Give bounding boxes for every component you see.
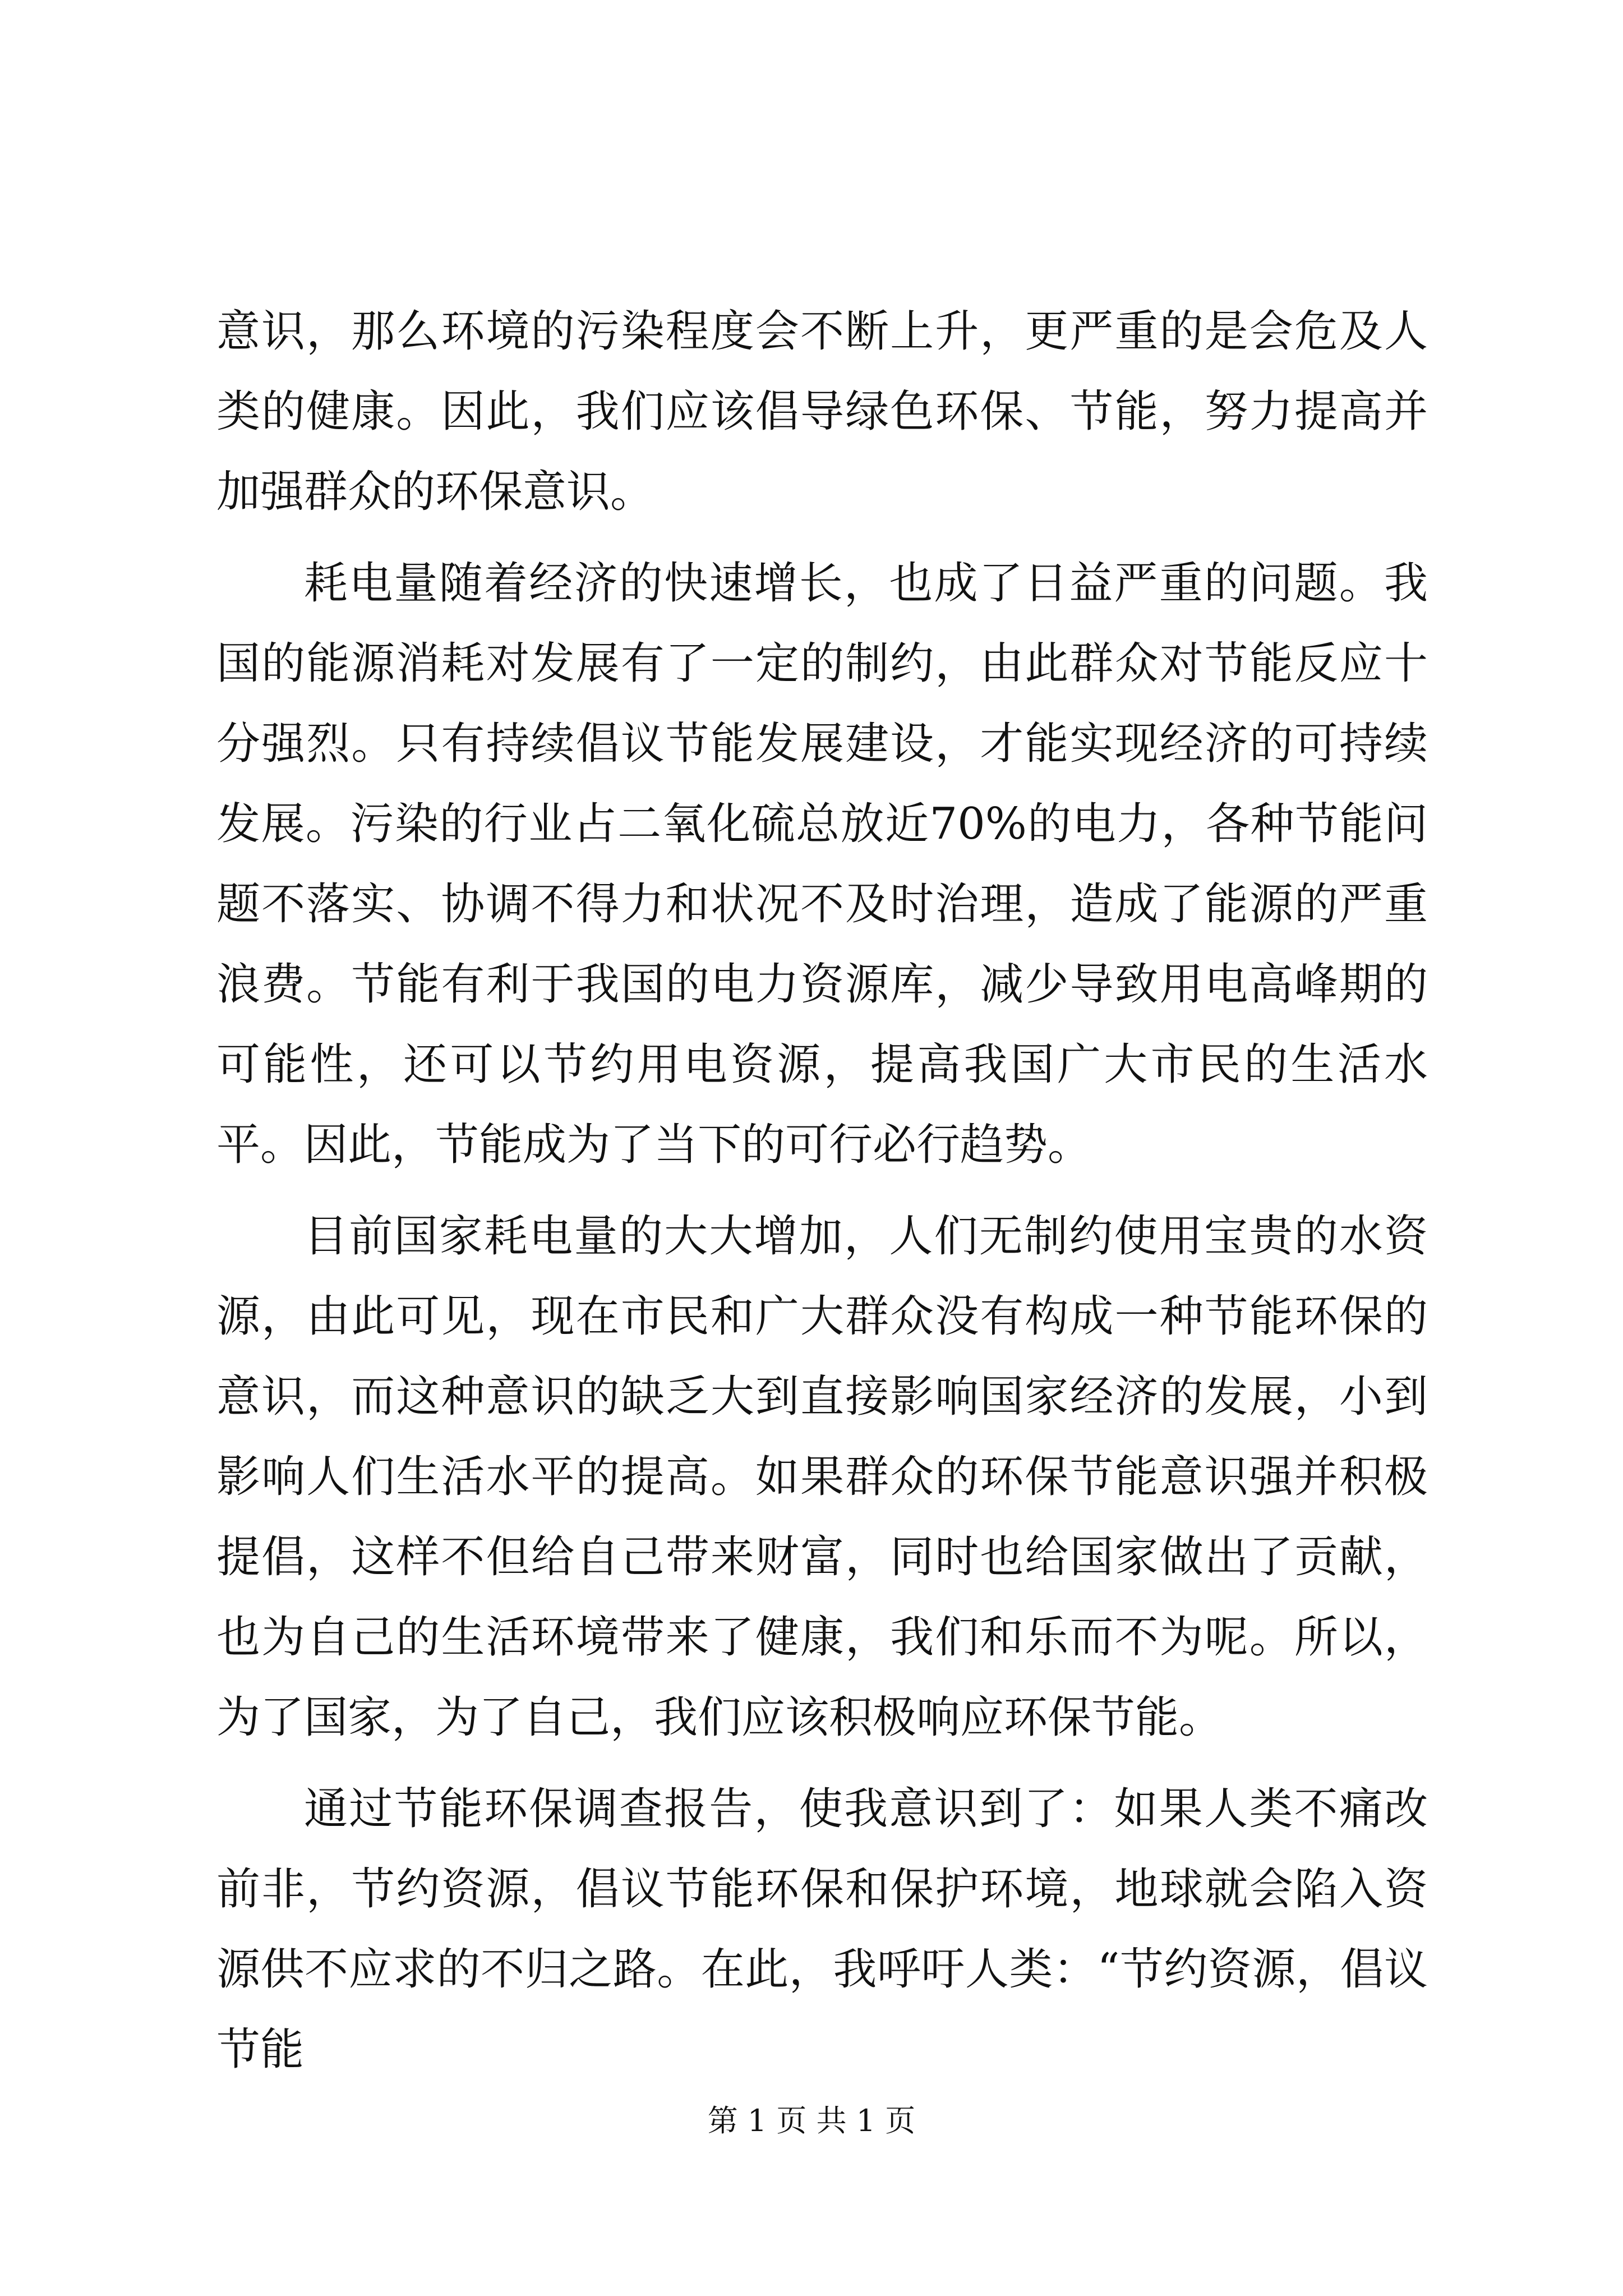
paragraph-conclusion: 通过节能环保调查报告，使我意识到了：如果人类不痛改前非，节约资源，倡议节能环保和保护环境，地球就会陷入资源供不应求的不归之路。在此，我呼吁人类：“节约资源，倡议节能 — [216, 1784, 1428, 2075]
paragraph-national-consumption: 目前国家耗电量的大大增加，人们无制约使用宝贵的水资源，由此可见，现在市民和广大群众没有构成一种节能环保的意识，而这种意识的缺乏大到直接影响国家经济的发展，小到影响人们生活水平的提高。如果群众的环保节能意识强并积极提倡，这样不但给自己带来财富，同时也给国家做出了贡献，也为自己的生活环境带来了健康，我们和乐而不为呢。所以，为了国家，为了自己，我们应该积极响应环保节能。 — [216, 1211, 1428, 1743]
page-number-footer: 第 1 页 共 1 页 — [707, 2103, 916, 2138]
paragraph-electricity-consumption: 耗电量随着经济的快速增长，也成了日益严重的问题。我国的能源消耗对发展有了一定的制约，由此群众对节能反应十分强烈。只有持续倡议节能发展建设，才能实现经济的可持续发展。污染的行业占二氧化硫总放近70%的电力，各种节能问题不落实、协调不得力和状况不及时治理，造成了能源的严重浪费。节能有利于我国的电力资源库，减少导致用电高峰期的可能性，还可以节约用电资源，提高我国广大市民的生活水平。因此，节能成为了当下的可行必行趋势。 — [216, 558, 1428, 1170]
paragraph-continued: 意识，那么环境的污染程度会不断上升，更严重的是会危及人类的健康。因此，我们应该倡导绿色环保、节能，努力提高并加强群众的环保意识。 — [216, 306, 1428, 517]
document-body — [216, 292, 1428, 2090]
